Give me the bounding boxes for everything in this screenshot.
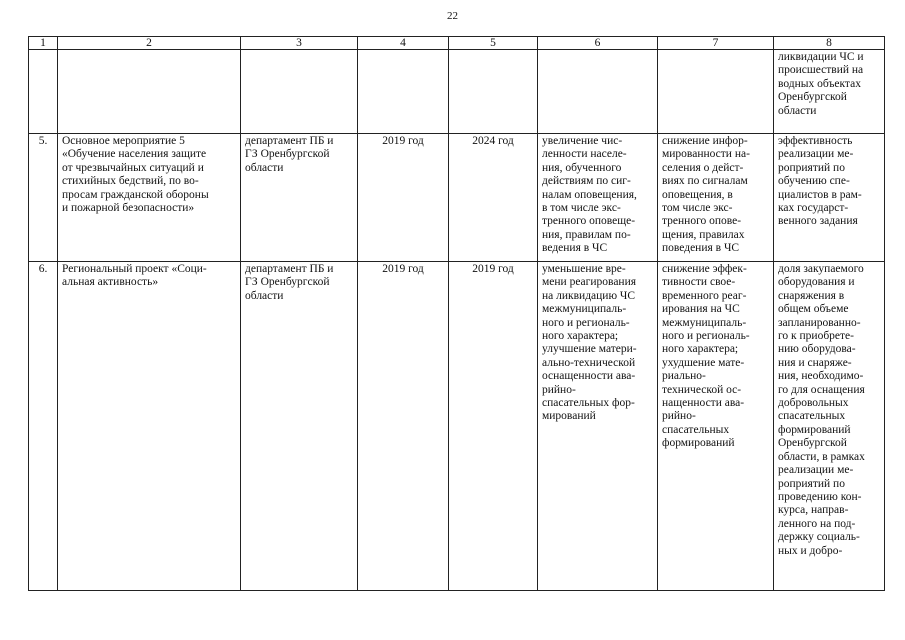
end-year: 2019 год	[472, 263, 514, 275]
table-row	[29, 134, 885, 262]
row-number: 6.	[38, 263, 48, 275]
header-cell-5: 5	[449, 37, 538, 50]
row-number: 5.	[38, 135, 48, 147]
header-cell-4: 4	[358, 37, 449, 50]
measure-name: Региональный проект «Соци- альная активность»	[62, 263, 207, 289]
non-implementation-consequences: снижение эффек- тивности свое- временного реаг- ирования на ЧС межмуниципаль- ного и региональ- ного характера; ухудшение мате- риально- технической ос- нащенности ава- рийно- спасательных формирований	[662, 263, 750, 450]
page-number: 22	[447, 10, 458, 22]
executor: департамент ПБ и ГЗ Оренбургской области	[245, 135, 334, 174]
header-cell-7: 7	[658, 37, 774, 50]
header-row	[29, 37, 885, 50]
table-row	[29, 50, 885, 134]
table-row	[29, 262, 885, 591]
executor: департамент ПБ и ГЗ Оренбургской области	[245, 263, 334, 302]
measure-name: Основное мероприятие 5 «Обучение населения защите от чрезвычайных ситуаций и стихийных бедствий, по во- просам гражданской обороны и пожарной безопасности»	[62, 135, 209, 215]
non-implementation-consequences: снижение инфор- мированности на- селения о дейст- виях по сигналам оповещения, в том числе экс- тренного опове- щения, правилах поведения в ЧС	[662, 135, 750, 255]
header-cell-8: 8	[774, 37, 885, 50]
start-year: 2019 год	[382, 135, 424, 147]
related-indicator: эффективность реализации ме- роприятий по обучению спе- циалистов в рам- ках государст- венного задания	[778, 135, 862, 228]
measures-table	[28, 36, 885, 591]
end-year: 2024 год	[472, 135, 514, 147]
header-cell-3: 3	[241, 37, 358, 50]
related-indicator: ликвидации ЧС и происшествий на водных объектах Оренбургской области	[778, 51, 864, 117]
start-year: 2019 год	[382, 263, 424, 275]
header-cell-2: 2	[58, 37, 241, 50]
expected-result: уменьшение вре- мени реагирования на ликвидацию ЧС межмуниципаль- ного и региональ- ного характера; улучшение матери- ально-технической оснащенности ава- рийно- спасательных фор- мирований	[542, 263, 637, 423]
header-cell-1: 1	[29, 37, 58, 50]
expected-result: увеличение чис- ленности населе- ния, обученного действиям по сиг- налам оповещения, в том числе экс- тренного оповеще- ния, правилам по- ведения в ЧС	[542, 135, 637, 255]
header-cell-6: 6	[538, 37, 658, 50]
related-indicator: доля закупаемого оборудования и снаряжения в общем объеме запланированно- го к приобрете- нию оборудова- ния и снаряже- ния, необходимо- го для оснащения добровольных спасательных формирований Оренбургской области, в рамках реализации ме- роприятий по проведению кон- курса, направ- ленного на под- держку социаль- ных и добро-	[778, 263, 865, 557]
